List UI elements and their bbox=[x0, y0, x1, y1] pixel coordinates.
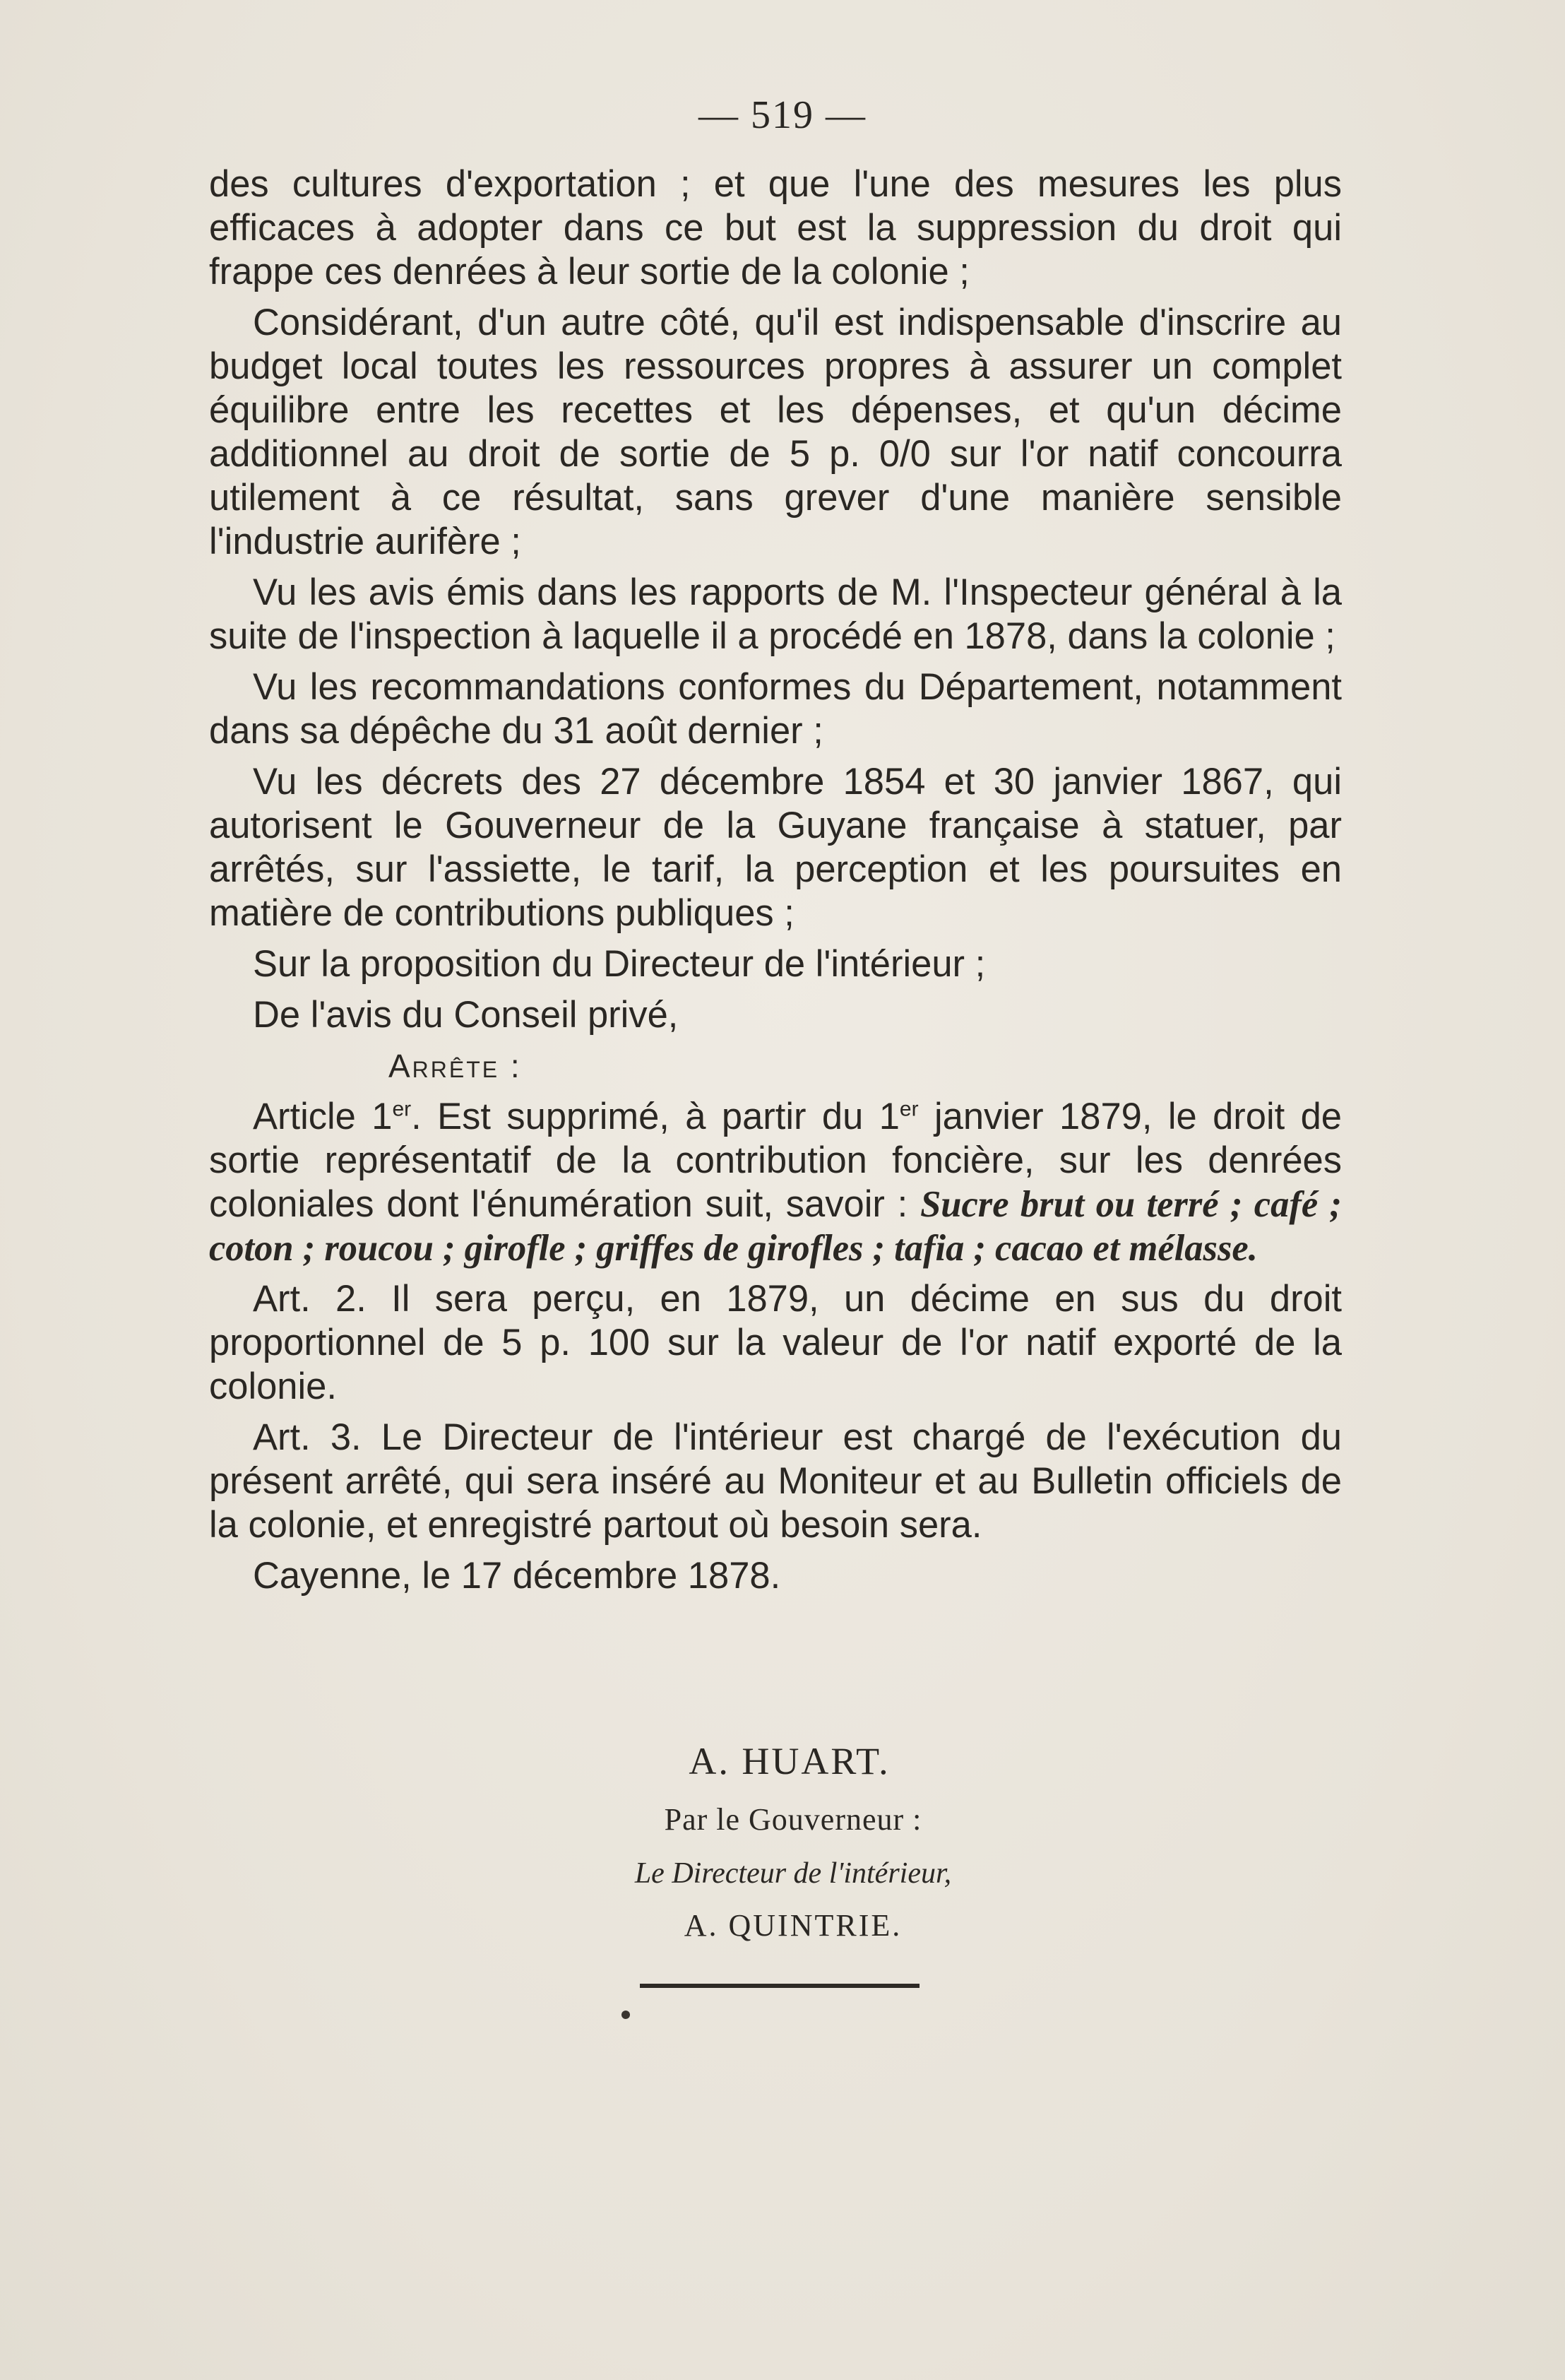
article-1-lead-sup: er bbox=[392, 1097, 412, 1121]
signature-name: A. HUART. bbox=[689, 1740, 891, 1782]
signature-director: A. QUINTRIE. bbox=[684, 1908, 903, 1943]
paragraph-proposition: Sur la proposition du Directeur de l'intérieur ; bbox=[253, 943, 986, 985]
article-2: Art. 2. Il sera perçu, en 1879, un décime en sus du droit proportionnel de 5 p. 100 sur la valeur de l'or natif exporté de la colonie. bbox=[209, 1278, 1342, 1407]
signature-by: Par le Gouverneur : bbox=[664, 1802, 922, 1837]
page-number: — 519 — bbox=[698, 93, 867, 137]
body-text bbox=[209, 162, 1342, 1598]
paragraph-vu-recommandations: Vu les recommandations conformes du Département, notamment dans sa dépêche du 31 août dernier ; bbox=[209, 666, 1342, 752]
article-1-date-sup: er bbox=[899, 1097, 919, 1121]
article-1 bbox=[209, 1095, 1342, 1270]
article-1-lead: Article 1 bbox=[253, 1096, 393, 1137]
paragraph-avis-conseil: De l'avis du Conseil privé, bbox=[253, 994, 679, 1036]
ink-dot bbox=[621, 2011, 630, 2019]
paragraph-vu-avis: Vu les avis émis dans les rapports de M. l'Inspecteur général à la suite de l'inspection à laquelle il a procédé en 1878, dans la colonie ; bbox=[209, 572, 1342, 657]
paragraph-continuation: des cultures d'exportation ; et que l'une des mesures les plus efficaces à adopter dans ce but est la suppression du droit qui frappe ces denrées à leur sortie de la colonie ; bbox=[209, 163, 1342, 292]
article-1-before-date: . Est supprimé, à partir du 1 bbox=[411, 1096, 900, 1137]
article-1-text: janvier 1879, le droit de sortie représentatif de la contribution foncière, sur les denrées coloniales dont l'énumération suit, savoir : bbox=[209, 1096, 1343, 1225]
signature-role: Le Directeur de l'intérieur, bbox=[634, 1857, 952, 1890]
article-3: Art. 3. Le Directeur de l'intérieur est chargé de l'exécution du présent arrêté, qui sera inséré au Moniteur et au Bulletin officiels de la colonie, et enregistré partout où besoin sera. bbox=[209, 1416, 1342, 1546]
article-1-products: Sucre brut ou terré ; café ; coton ; roucou ; girofle ; griffes de girofles ; tafia ; cacao et mélasse. bbox=[209, 1184, 1342, 1269]
paragraph-vu-decrets: Vu les décrets des 27 décembre 1854 et 30 janvier 1867, qui autorisent le Gouverneur de la Guyane française à statuer, par arrêtés, sur l'assiette, le tarif, la perception et les poursuites en matière de contributions publiques ; bbox=[209, 761, 1342, 934]
closing-rule bbox=[640, 1984, 920, 1988]
paragraph-considerant: Considérant, d'un autre côté, qu'il est indispensable d'inscrire au budget local toutes les ressources propres à assurer un complet équilibre entre les recettes et les dépenses, et qu'un décime additionnel au droit de sortie de 5 p. 0/0 sur l'or natif concourra utilement à ce résultat, sans grever d'une manière sensible l'industrie aurifère ; bbox=[209, 302, 1342, 562]
place-date: Cayenne, le 17 décembre 1878. bbox=[253, 1555, 781, 1597]
decree-heading: Arrête : bbox=[388, 1048, 522, 1084]
